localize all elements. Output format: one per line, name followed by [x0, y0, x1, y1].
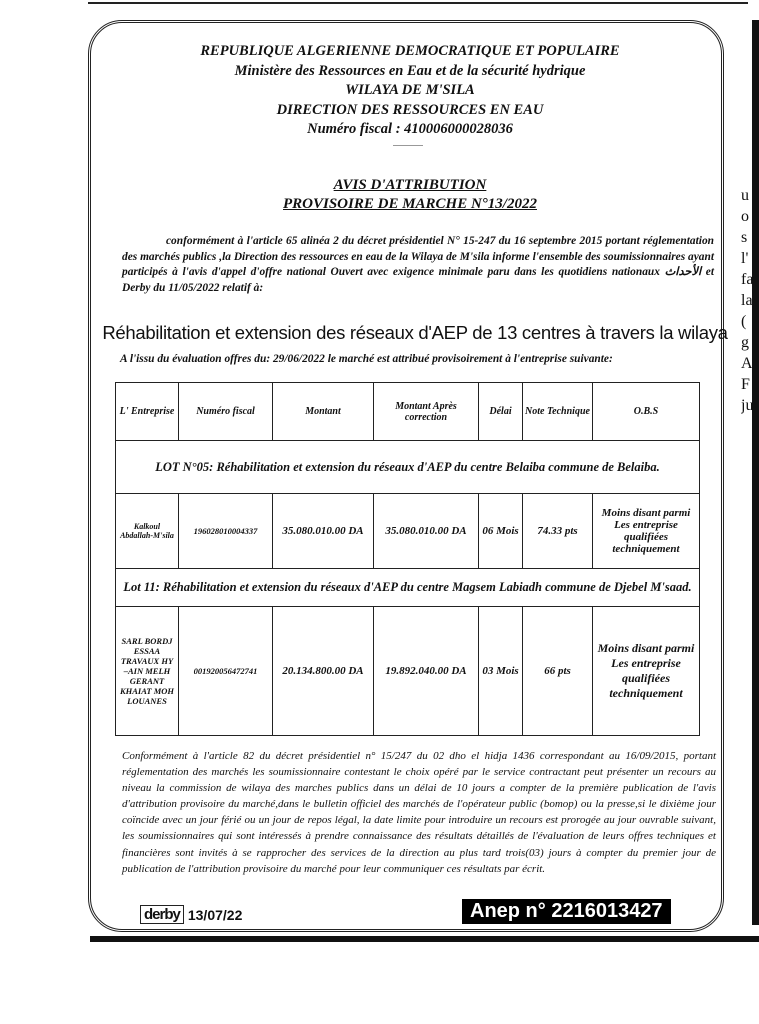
cell-amount: 35.080.010.00 DA: [273, 494, 374, 569]
cell-obs: Moins disant parmi Les entreprise qualifiées techniquement: [593, 607, 700, 736]
cell-fiscal: 196028010004337: [179, 494, 273, 569]
header-cell: Montant: [273, 383, 374, 441]
header-cell: Numéro fiscal: [179, 383, 273, 441]
cell-amount-corrected: 35.080.010.00 DA: [374, 494, 479, 569]
fragment-text: F: [741, 376, 750, 393]
top-border: [88, 0, 748, 4]
cell-delay: 06 Mois: [479, 494, 523, 569]
derby-logo: derby: [140, 905, 184, 924]
footer-publication: [140, 905, 242, 924]
fragment-text: la: [741, 292, 753, 309]
fragment-text: ju: [741, 397, 754, 414]
lot-row: [116, 441, 700, 494]
adjacent-column-bar: [752, 20, 759, 925]
header-cell: Montant Après correction: [374, 383, 479, 441]
title-line: AVIS D'ATTRIBUTION: [333, 177, 487, 193]
intro-text: conformément à l'article 65 alinéa 2 du décret présidentiel N° 15-247 du 16 septembre 2015 portant réglementation des marchés publics ,la Direction des ressources en eau de la Wilaya de M'sila informe l'ensemble des soumissionnaires ayant participés à l'avis d'appel d'offre national Ouvert avec exigence minimale paru dans les quotidiens nationaux الأحداث et Derby du 11/05/2022 relatif à:: [122, 235, 714, 294]
fragment-text: (: [741, 313, 747, 330]
header-line: REPUBLIQUE ALGERIENNE DEMOCRATIQUE ET POPULAIRE: [200, 43, 620, 59]
fragment-text: s: [741, 229, 748, 246]
intro-paragraph: [122, 234, 714, 296]
cell-enterprise: SARL BORDJ ESSAA TRAVAUX HY –AIN MELH GERANT KHAIAT MOH LOUANES: [116, 607, 179, 736]
notice-title: [100, 176, 720, 214]
attribution-table: [115, 382, 700, 736]
table-row: [116, 494, 700, 569]
cell-amount: 20.134.800.00 DA: [273, 607, 374, 736]
notice-header: [100, 42, 720, 140]
fragment-text: g: [741, 334, 749, 351]
anep-number: Anep n° 2216013427: [462, 899, 671, 924]
header-cell: O.B.S: [593, 383, 700, 441]
header-cell: Délai: [479, 383, 523, 441]
lot-title: LOT N°05: Réhabilitation et extension du réseaux d'AEP du centre Belaiba commune de Belaiba.: [116, 441, 700, 494]
fiscal-number: Numéro fiscal : 410006000028036: [307, 121, 513, 137]
adjacent-article-fragment: [741, 185, 759, 416]
cell-score: 74.33 pts: [523, 494, 593, 569]
cell-enterprise: Kalkoul Abdallah-M'sila: [116, 494, 179, 569]
fragment-text: o: [741, 208, 749, 225]
header-line: Ministère des Ressources en Eau et de la sécurité hydrique: [234, 62, 586, 79]
legal-paragraph: Conformément à l'article 82 du décret présidentiel n° 15/247 du 02 dho el hidja 1436 correspondant au 16/09/2015, portant réglementation des marchés les soumissionnaire contestant le choix opéré par le service contractant peut présenter un recours au niveau la commission de wilaya des marches publics dans un délai de 10 jours a compter de la première publication de l'avis d'attribution provisoire du marché,dans le bulletin officiel des marchés de l'opérateur public (bomop) ou la presse,si le dixième jour coïncide avec un jour férié ou un jour de repos légal, la date limite pour introduire un recours est prorogée au jour ouvrable suivant, les soumissionnaires qui sont intéressés à prendre connaissance des résultats détaillés de l'évaluation de leurs offres techniques et financières sont invités à se rapprocher des services de la direction au plus tard trois(03) jours à compter du premier jour de publication de l'attribution provisoire du marché pour leur communiquer ces résultats par écrit.: [122, 750, 716, 875]
table-header-row: [116, 383, 700, 441]
table-row: [116, 607, 700, 736]
fragment-text: A: [741, 355, 753, 372]
publication-date: 13/07/22: [187, 906, 243, 923]
header-line: WILAYA DE M'SILA: [345, 82, 475, 98]
project-title: Réhabilitation et extension des réseaux d'AEP de 13 centres à travers la wilaya: [102, 322, 728, 343]
evaluation-statement: A l'issu du évaluation offres du: 29/06/2022 le marché est attribué provisoirement à l'entreprise suivante:: [120, 353, 613, 365]
bottom-rule: [90, 936, 759, 942]
cell-score: 66 pts: [523, 607, 593, 736]
header-cell: L' Entreprise: [116, 383, 179, 441]
cell-amount-corrected: 19.892.040.00 DA: [374, 607, 479, 736]
cell-obs: Moins disant parmi Les entreprise qualifiées techniquement: [593, 494, 700, 569]
divider: [393, 145, 423, 146]
lot-row: [116, 569, 700, 607]
fragment-text: u: [741, 187, 749, 204]
fragment-text: fa: [741, 271, 754, 288]
header-line: DIRECTION DES RESSOURCES EN EAU: [276, 101, 544, 118]
cell-fiscal: 001920056472741: [179, 607, 273, 736]
fragment-text: l': [741, 250, 749, 267]
lot-title: Lot 11: Réhabilitation et extension du réseaux d'AEP du centre Magsem Labiadh commune de Djebel M'saad.: [116, 569, 700, 607]
title-line: PROVISOIRE DE MARCHE N°13/2022: [283, 196, 537, 212]
header-cell: Note Technique: [523, 383, 593, 441]
cell-delay: 03 Mois: [479, 607, 523, 736]
